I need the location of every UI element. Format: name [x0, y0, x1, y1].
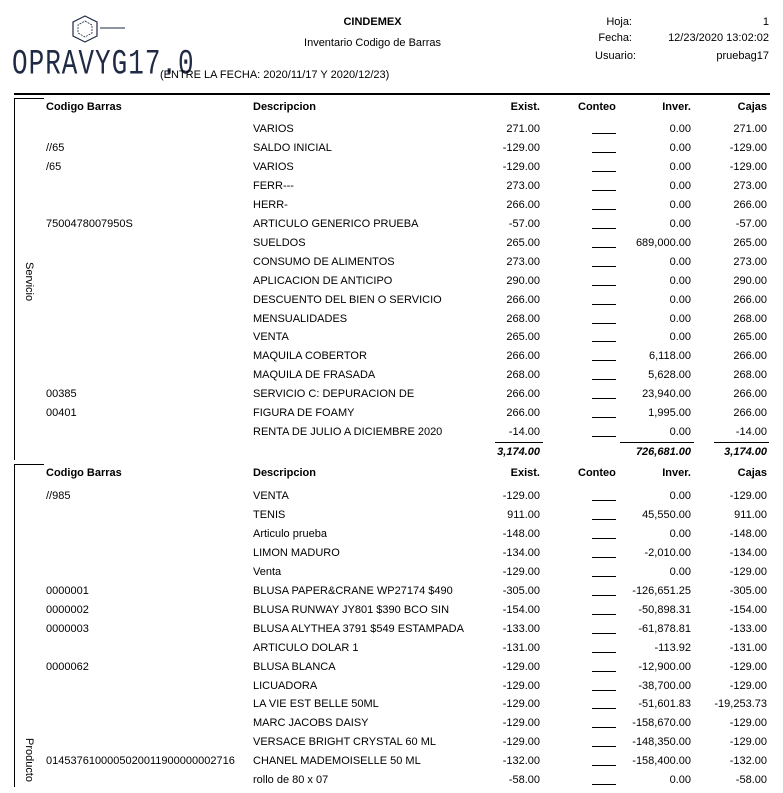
hoja-value: 1	[762, 16, 769, 28]
table-row	[0, 509, 783, 528]
exist-cell: -129.00	[502, 717, 540, 730]
fecha-value: 12/23/2020 13:02:02	[668, 32, 769, 44]
cajas-cell: -14.00	[735, 426, 767, 439]
exist-cell: 273.00	[506, 179, 540, 192]
exist-cell: -129.00	[502, 698, 540, 711]
inver-cell: -148,350.00	[632, 736, 691, 749]
description-cell: VERSACE BRIGHT CRYSTAL 60 ML	[253, 736, 436, 749]
cajas-cell: -57.00	[735, 217, 767, 230]
conteo-blank	[592, 698, 616, 709]
conteo-blank	[592, 642, 616, 653]
description-cell: VARIOS	[253, 123, 294, 135]
conteo-blank	[592, 123, 616, 134]
cajas-cell: -19,253.73	[714, 698, 767, 711]
description-cell: FERR---	[253, 179, 294, 192]
exist-cell: -129.00	[502, 160, 540, 173]
exist-cell: 266.00	[506, 407, 540, 420]
table-row	[0, 680, 783, 699]
cajas-cell: -129.00	[729, 141, 767, 154]
barcode-cell: /65	[46, 160, 62, 173]
description-cell: CONSUMO DE ALIMENTOS	[253, 255, 395, 268]
exist-cell: -132.00	[502, 755, 540, 768]
usuario-label: Usuario:	[595, 50, 636, 62]
date-range: (ENTRE LA FECHA: 2020/11/17 Y 2020/12/23)	[160, 69, 390, 81]
cajas-cell: -129.00	[729, 565, 767, 578]
conteo-blank	[592, 547, 616, 558]
description-cell: rollo de 80 x 07	[253, 774, 329, 787]
exist-cell: -14.00	[508, 426, 540, 439]
description-cell: VENTA	[253, 331, 289, 344]
description-cell: FIGURA DE FOAMY	[253, 407, 355, 420]
col-header-desc-2: Descripcion	[253, 467, 316, 479]
table-row	[0, 736, 783, 755]
col-header-conteo-2: Conteo	[578, 467, 616, 479]
conteo-blank	[592, 331, 616, 342]
cajas-cell: -129.00	[729, 490, 767, 502]
table-row	[0, 774, 783, 793]
barcode-cell: 00385	[46, 388, 77, 401]
table-row	[0, 528, 783, 547]
exist-cell: 265.00	[506, 236, 540, 249]
description-cell: LA VIE EST BELLE 50ML	[253, 698, 379, 711]
description-cell: APLICACION DE ANTICIPO	[253, 274, 393, 287]
inver-cell: 0.00	[669, 160, 691, 173]
inver-cell: -2,010.00	[644, 546, 691, 559]
exist-cell: -133.00	[502, 622, 540, 635]
exist-cell: 268.00	[506, 312, 540, 325]
inver-cell: -158,670.00	[632, 717, 691, 730]
conteo-blank	[592, 680, 616, 691]
exist-cell: -129.00	[502, 660, 540, 673]
description-cell: LIMON MADURO	[253, 546, 340, 559]
inver-cell: 0.00	[669, 217, 691, 230]
conteo-blank	[592, 585, 616, 596]
description-cell: HERR-	[253, 198, 288, 211]
table-row	[0, 604, 783, 623]
conteo-blank	[592, 509, 616, 520]
conteo-blank	[592, 388, 616, 399]
table-row	[0, 698, 783, 717]
col-header-inver: Inver.	[662, 101, 691, 113]
exist-cell: 273.00	[506, 255, 540, 268]
description-cell: TENIS	[253, 508, 286, 521]
inver-cell: -12,900.00	[638, 660, 691, 673]
table-row	[0, 180, 783, 199]
inver-cell: 0.00	[669, 179, 691, 192]
exist-cell: 266.00	[506, 198, 540, 211]
exist-cell: -131.00	[502, 641, 540, 654]
conteo-blank	[592, 661, 616, 672]
cajas-cell: 273.00	[733, 255, 767, 268]
section-producto-label: Producto	[23, 738, 35, 783]
conteo-blank	[592, 774, 616, 785]
cajas-cell: -134.00	[729, 546, 767, 559]
description-cell: VENTA	[253, 490, 289, 502]
header-divider	[14, 93, 770, 95]
description-cell: Venta	[253, 565, 282, 578]
inver-cell: 0.00	[669, 293, 691, 306]
table-row	[0, 547, 783, 566]
cajas-cell: 268.00	[733, 369, 767, 382]
cajas-cell: 273.00	[733, 179, 767, 192]
exist-cell: 266.00	[506, 388, 540, 401]
col-header-inver-2: Inver.	[662, 467, 691, 479]
table-row	[0, 256, 783, 275]
inver-cell: -50,898.31	[638, 603, 691, 616]
exist-cell: 290.00	[506, 274, 540, 287]
table-row	[0, 161, 783, 180]
inver-cell: 0.00	[669, 274, 691, 287]
inver-cell: 0.00	[669, 123, 691, 135]
exist-cell: -129.00	[502, 736, 540, 749]
col-header-conteo: Conteo	[578, 101, 616, 113]
exist-cell: -134.00	[502, 546, 540, 559]
conteo-blank	[592, 369, 616, 380]
total-cajas: 3,174.00	[724, 446, 767, 458]
section-servicio-tick	[14, 98, 44, 99]
cajas-cell: -129.00	[729, 717, 767, 730]
table-row	[0, 294, 783, 313]
report-title: Inventario Codigo de Barras	[304, 37, 441, 49]
description-cell: RENTA DE JULIO A DICIEMBRE 2020	[253, 426, 443, 439]
inver-cell: 0.00	[669, 490, 691, 502]
hoja-label: Hoja:	[606, 16, 632, 28]
conteo-blank	[592, 736, 616, 747]
col-header-exist-2: Exist.	[510, 467, 540, 479]
description-cell: SUELDOS	[253, 236, 306, 249]
inver-cell: -158,400.00	[632, 755, 691, 768]
description-cell: Articulo prueba	[253, 527, 327, 540]
col-header-code-2: Codigo Barras	[46, 467, 122, 479]
inver-cell: 0.00	[669, 527, 691, 540]
barcode-cell: 0000062	[46, 660, 89, 673]
conteo-blank	[592, 275, 616, 286]
inver-cell: 45,550.00	[642, 508, 691, 521]
conteo-blank	[592, 237, 616, 248]
inver-cell: 0.00	[669, 312, 691, 325]
cajas-cell: 271.00	[733, 123, 767, 135]
conteo-blank	[592, 350, 616, 361]
table-row	[0, 369, 783, 388]
table-row	[0, 755, 783, 774]
conteo-blank	[592, 256, 616, 267]
exist-cell: -305.00	[502, 584, 540, 597]
table-row	[0, 313, 783, 332]
cajas-cell: -132.00	[729, 755, 767, 768]
exist-cell: -58.00	[508, 774, 540, 787]
inver-cell: -113.92	[654, 641, 691, 654]
table-row	[0, 142, 783, 161]
inver-cell: -61,878.81	[638, 622, 691, 635]
conteo-blank	[592, 528, 616, 539]
table-row	[0, 661, 783, 680]
conteo-blank	[592, 717, 616, 728]
barcode-cell: 0000002	[46, 603, 89, 616]
cajas-cell: 265.00	[733, 236, 767, 249]
table-row	[0, 199, 783, 218]
description-cell: ARTICULO GENERICO PRUEBA	[253, 217, 419, 230]
fecha-label: Fecha:	[598, 32, 632, 44]
total-inver: 726,681.00	[635, 446, 691, 458]
cajas-cell: 266.00	[733, 350, 767, 363]
conteo-blank	[592, 426, 616, 437]
conteo-blank	[592, 199, 616, 210]
logo-text: OPRAVYG17.0	[12, 44, 195, 85]
conteo-blank	[592, 313, 616, 324]
exist-cell: -129.00	[502, 565, 540, 578]
table-row	[0, 490, 783, 509]
cajas-cell: -305.00	[729, 584, 767, 597]
cajas-cell: 268.00	[733, 312, 767, 325]
description-cell: BLUSA BLANCA	[253, 660, 336, 673]
cajas-cell: 911.00	[734, 508, 767, 521]
cajas-cell: -58.00	[735, 774, 767, 787]
exist-cell: 266.00	[506, 293, 540, 306]
exist-cell: 268.00	[506, 369, 540, 382]
inver-cell: 1,995.00	[648, 407, 691, 420]
conteo-blank	[592, 294, 616, 305]
cajas-cell: -131.00	[729, 641, 767, 654]
inver-cell: 6,118.00	[648, 350, 691, 363]
inver-cell: 0.00	[669, 565, 691, 578]
section-producto-tick	[14, 464, 44, 465]
usuario-value: pruebag17	[716, 50, 769, 62]
inver-cell: 0.00	[669, 426, 691, 439]
conteo-blank	[592, 142, 616, 153]
inver-cell: -51,601.83	[638, 698, 691, 711]
conteo-blank	[592, 407, 616, 418]
inver-cell: 0.00	[669, 198, 691, 211]
exist-cell: 265.00	[506, 331, 540, 344]
col-header-exist: Exist.	[510, 101, 540, 113]
table-row	[0, 275, 783, 294]
barcode-cell: 00401	[46, 407, 77, 420]
conteo-blank	[592, 566, 616, 577]
conteo-blank	[592, 623, 616, 634]
exist-cell: 266.00	[506, 350, 540, 363]
table-row	[0, 585, 783, 604]
table-row	[0, 623, 783, 642]
table-row	[0, 123, 783, 142]
barcode-cell: 0145376100005020011900000002716	[46, 755, 235, 768]
description-cell: ARTICULO DOLAR 1	[253, 641, 359, 654]
inver-cell: 23,940.00	[642, 388, 691, 401]
cajas-cell: 266.00	[733, 293, 767, 306]
table-row	[0, 407, 783, 426]
inver-cell: 689,000.00	[635, 236, 691, 249]
company-name: CINDEMEX	[343, 16, 402, 28]
exist-cell: 911.00	[507, 508, 540, 521]
exist-cell: -129.00	[502, 141, 540, 154]
table-row	[0, 331, 783, 350]
table-row	[0, 218, 783, 237]
inver-cell: -38,700.00	[638, 679, 691, 692]
col-header-desc: Descripcion	[253, 101, 316, 113]
cajas-cell: -148.00	[729, 527, 767, 540]
conteo-blank	[592, 180, 616, 191]
exist-cell: -129.00	[502, 679, 540, 692]
total-exist: 3,174.00	[497, 446, 540, 458]
exist-cell: -57.00	[508, 217, 540, 230]
cajas-cell: 265.00	[733, 331, 767, 344]
description-cell: DESCUENTO DEL BIEN O SERVICIO	[253, 293, 442, 306]
company-logo	[12, 14, 195, 85]
cajas-cell: -129.00	[729, 660, 767, 673]
col-header-code: Codigo Barras	[46, 101, 122, 113]
cajas-cell: -154.00	[729, 603, 767, 616]
barcode-cell: 7500478007950S	[46, 217, 133, 230]
col-header-cajas: Cajas	[737, 101, 767, 113]
description-cell: MAQUILA COBERTOR	[253, 350, 367, 363]
cajas-cell: -129.00	[729, 679, 767, 692]
exist-cell: -148.00	[502, 527, 540, 540]
conteo-blank	[592, 490, 616, 501]
table-row	[0, 642, 783, 661]
cajas-cell: 266.00	[733, 407, 767, 420]
cajas-cell: 266.00	[733, 388, 767, 401]
inver-cell: 0.00	[669, 331, 691, 344]
table-row	[0, 566, 783, 585]
conteo-blank	[592, 161, 616, 172]
table-row	[0, 388, 783, 407]
barcode-cell: 0000001	[46, 584, 89, 597]
description-cell: MARC JACOBS DAISY	[253, 717, 369, 730]
description-cell: LICUADORA	[253, 679, 318, 692]
section-servicio-label: Servicio	[23, 262, 35, 302]
col-header-cajas-2: Cajas	[737, 467, 767, 479]
inver-cell: 0.00	[669, 255, 691, 268]
description-cell: BLUSA RUNWAY JY801 $390 BCO SIN	[253, 603, 450, 616]
exist-cell: -129.00	[502, 490, 540, 502]
table-row	[0, 237, 783, 256]
exist-cell: -154.00	[502, 603, 540, 616]
barcode-cell: //985	[46, 490, 71, 502]
cajas-cell: 290.00	[733, 274, 767, 287]
conteo-blank	[592, 218, 616, 229]
conteo-blank	[592, 755, 616, 766]
description-cell: BLUSA PAPER&CRANE WP27174 $490	[253, 584, 453, 597]
description-cell: VARIOS	[253, 160, 294, 173]
description-cell: SALDO INICIAL	[253, 141, 332, 154]
table-row	[0, 350, 783, 369]
table-row	[0, 717, 783, 736]
cajas-cell: 266.00	[733, 198, 767, 211]
description-cell: CHANEL MADEMOISELLE 50 ML	[253, 755, 421, 768]
description-cell: MENSUALIDADES	[253, 312, 348, 325]
description-cell: SERVICIO C: DEPURACION DE	[253, 388, 415, 401]
barcode-cell: 0000003	[46, 622, 89, 635]
conteo-blank	[592, 604, 616, 615]
cajas-cell: -129.00	[729, 160, 767, 173]
inver-cell: -126,651.25	[632, 584, 691, 597]
inver-cell: 5,628.00	[648, 369, 691, 382]
inver-cell: 0.00	[669, 774, 691, 787]
inver-cell: 0.00	[669, 141, 691, 154]
description-cell: MAQUILA DE FRASADA	[253, 369, 376, 382]
total-exist-line	[495, 442, 543, 443]
total-cajas-line	[714, 442, 769, 443]
exist-cell: 271.00	[506, 123, 540, 135]
barcode-cell: //65	[46, 141, 65, 154]
cajas-cell: -133.00	[729, 622, 767, 635]
description-cell: BLUSA ALYTHEA 3791 $549 ESTAMPADA	[253, 622, 464, 635]
total-inver-line	[620, 442, 694, 443]
logo-hexagon-icon	[67, 14, 127, 44]
cajas-cell: -129.00	[729, 736, 767, 749]
